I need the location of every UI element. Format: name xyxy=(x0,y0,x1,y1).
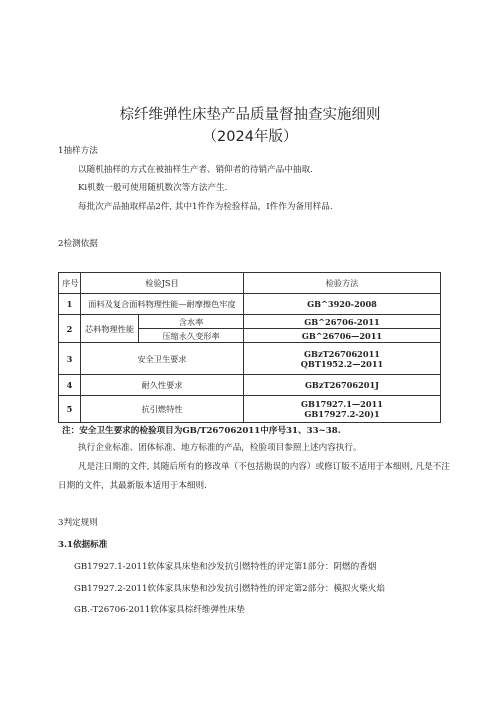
row-method: GB^3920-2008 xyxy=(244,294,441,315)
doc-title-line1: 棕纤维弹性床垫产品质量督抽查实施细则 xyxy=(119,107,381,123)
method-line: GB17927.1—2011 xyxy=(301,399,383,409)
row-method xyxy=(244,396,441,423)
row-method: GB^26706—2011 xyxy=(244,329,441,343)
row-method: GB^26706-2011 xyxy=(244,315,441,329)
method-line: GBzT267062011 xyxy=(304,348,380,359)
table-row xyxy=(59,396,441,423)
doc-title-line2: （2024年版） xyxy=(202,129,298,145)
method-line: GB17927.2-20)1 xyxy=(304,409,380,419)
row-method xyxy=(244,343,441,375)
section1-para-2: Ki机数一般可使用随机数次等方法产生. xyxy=(78,183,228,193)
section1-heading: 1抽样方法 xyxy=(58,146,98,156)
section2-para-2b: 日期的文件，其最新版本适用于本细则. xyxy=(58,481,207,491)
inspection-table xyxy=(58,272,441,423)
table-note: 注：安全卫生要求的检验项目为GB/T267062011中序号31、33~38. xyxy=(62,426,341,436)
row-item: 安全卫生要求 xyxy=(81,343,244,375)
row-group: 芯料物理性能 xyxy=(81,315,139,343)
row-item: 压缩永久变形率 xyxy=(139,329,244,343)
table-row xyxy=(59,343,441,375)
method-line: QBT1952.2—2011 xyxy=(300,358,384,369)
row-no: 4 xyxy=(59,375,81,396)
header-no: 序号 xyxy=(59,273,81,294)
table-header-row xyxy=(59,273,441,294)
row-item: 面料及复合面料物理性能—耐摩擦色牢度 xyxy=(81,294,244,315)
table-row xyxy=(59,294,441,315)
table-row xyxy=(59,375,441,396)
row-no: 2 xyxy=(59,315,81,343)
table-row xyxy=(59,315,441,329)
row-item: 耐久性要求 xyxy=(81,375,244,396)
standard-item-3: GB.-T26706-2011软体家具棕纤维弹性床垫 xyxy=(74,605,245,615)
row-method: GBzT26706201J xyxy=(244,375,441,396)
section1-para-3: 每批次产品抽取样品2件, 其中1件作为检验样品，I件作为备用样品. xyxy=(78,202,333,212)
standard-item-2: GB17927.2-2011软体家具床垫和沙发抗引燃特性的评定第2部分：模拟火柴火焰 xyxy=(74,584,385,594)
row-no: 1 xyxy=(59,294,81,315)
section1-para-1: 以随机抽样的方式在被抽样生产者、销仰者的待销产品中抽取. xyxy=(78,165,313,175)
header-method: 检验方法 xyxy=(244,273,441,294)
section3-subheading: 3.1依据标准 xyxy=(58,540,108,550)
section2-heading: 2检测依据 xyxy=(58,239,98,249)
row-no: 5 xyxy=(59,396,81,423)
section3-heading: 3判定规则 xyxy=(58,518,98,528)
section2-para-2a: 凡是注日期的文件, 其随后所有的修改单（不包括勘误的内容）或修订版不适用于本细则, 凡是不注 xyxy=(78,462,450,472)
row-item: 含水率 xyxy=(139,315,244,329)
section2-para-1: 执行企业标准、团体标准、地方标准的产品，检脸项目参照上述内容执行。 xyxy=(78,443,362,453)
standard-item-1: GB17927.1-2011软体家具床垫和沙发抗引燃特性的评定第1部分：阴燃的香烟 xyxy=(74,562,377,572)
header-item: 检验JS目 xyxy=(81,273,244,294)
row-item: 抗引燃特性 xyxy=(81,396,244,423)
row-no: 3 xyxy=(59,343,81,375)
